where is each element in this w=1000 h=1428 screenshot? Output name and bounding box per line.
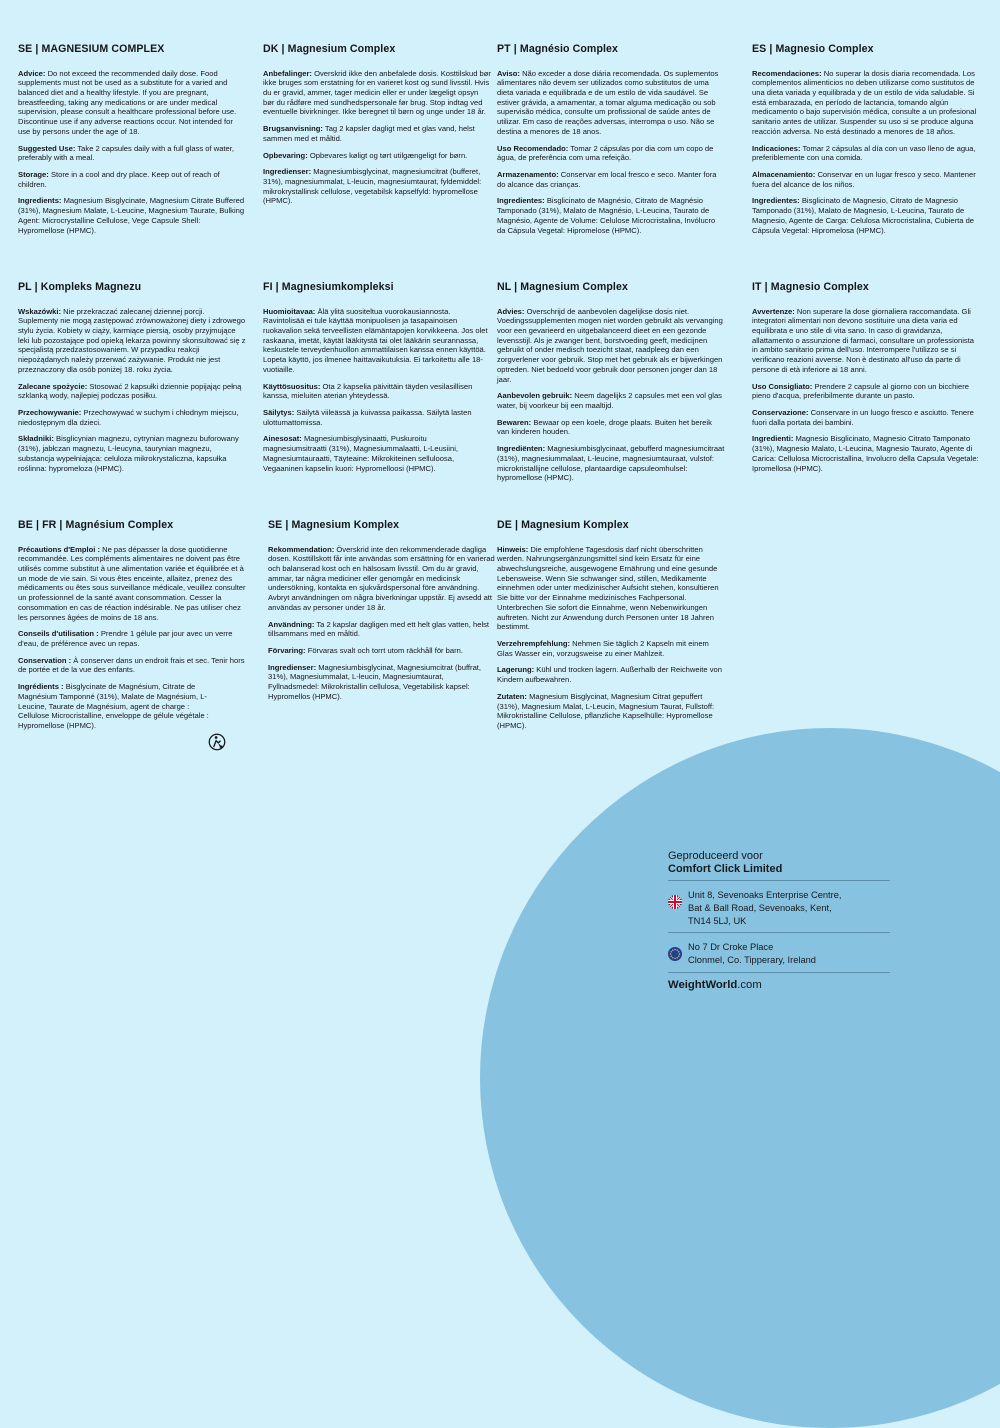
panel-title: SE | MAGNESIUM COMPLEX	[18, 43, 165, 55]
panel-de	[497, 519, 725, 738]
divider	[668, 932, 890, 933]
storage-section: Opbevaring: Opbevares køligt og tørt utilgængeligt for børn.	[263, 150, 468, 160]
usage-section: Indicaciones: Tomar 2 cápsulas al día con un vaso lleno de agua, preferiblemente con una comida.	[752, 143, 976, 163]
advice-section: Hinweis: Die empfohlene Tagesdosis darf nicht überschritten werden. Nahrungsergänzungsmittel sind kein Ersatz für eine abwechslungsreiche, ausgewogene Ernährung und eine gesunde Lebensweise. Wenn Sie schwanger sind, stillen, Medikamente einnehmen oder unter medizinischer Aufsicht stehen, konsultieren Sie bitte vor der Einnahme medizinisches Fachpersonal. Unterbrechen Sie sofort die Einnahme, wenn Nebenwirkungen auftreten. Nicht zur Anwendung durch Personen unter 18 Jahren bestimmt.	[497, 544, 719, 632]
advice-section: Advice: Do not exceed the recommended daily dose. Food supplements must not be used as a substitute for a varied and balanced diet and a healthy lifestyle. If you are pregnant, breastfeeding, taking any medications or are under medical supervision, please consult a healthcare professional before use. Discontinue use if any adverse reactions occur. Not intended for use by persons under the age of 18.	[18, 68, 237, 136]
storage-section: Conservation : À conserver dans un endroit frais et sec. Tenir hors de portée et de la vue des enfants.	[18, 655, 245, 675]
usage-section: Conseils d'utilisation : Prendre 1 gélule par jour avec un verre d'eau, de préférence avec un repas.	[18, 629, 233, 649]
advice-section: Aviso: Não exceder a dose diária recomendada. Os suplementos alimentares não devem ser utilizados como substitutos de uma dieta variada e equilibrada e de um estilo de vida saudável. Se estiver grávida, a amamentar, a tomar alguma medicação ou sob supervisão médica, consulte um profissional de saúde antes de utilizar. Em caso de reações adversas, interrompa o uso. Não se destina a menores de 18 anos.	[497, 68, 719, 136]
panel-title: PT | Magnésio Complex	[497, 43, 619, 55]
eu-flag-icon	[668, 947, 682, 961]
usage-section: Uso Recomendado: Tomar 2 cápsulas por dia com um copo de água, de preferência com uma refeição.	[497, 143, 714, 163]
panel-nl	[497, 281, 725, 490]
storage-section: Säilytys: Säilytä viileässä ja kuivassa paikassa. Säilytä lasten ulottumattomissa.	[263, 408, 472, 427]
storage-section: Storage: Store in a cool and dry place. Keep out of reach of children.	[18, 170, 220, 189]
panel-it	[752, 281, 980, 480]
panel-title: BE | FR | Magnésium Complex	[18, 519, 174, 531]
advice-section: Recomendaciones: No superar la dosis diaria recomendada. Los complementos alimenticios no deben utilizarse como sustitutos de una dieta variada y equilibrada y de un estilo de vida saludable. Si está embarazada, en período de lactancia, tomando algún medicamento o bajo supervisión médica, consulte a un profesional sanitario antes de utilizar. Suspender su uso si se produce alguna reacción adversa. No está destinado a menores de 18 años.	[752, 68, 977, 136]
advice-section: Huomioitavaa: Älä ylitä suositeltua vuorokausiannosta. Ravintolisää ei tule käyttää monipuolisen ja tasapainoisen ruokavalion sekä terveellisten elämäntapojen korvikkeena. Jos olet raskaana, imetät, käytät lääkitystä tai olet lääkärin seurannassa, keskustele terveydenhuollon ammattilaisen kanssa ennen käyttöä. Lopeta käyttö, jos ilmenee haittavaikutuksia. Ei tarkoitettu alle 18-vuotiaille.	[263, 306, 488, 374]
address-line: Clonmel, Co. Tipperary, Ireland	[688, 955, 816, 966]
panel-es	[752, 43, 980, 242]
panel-title: DK | Magnesium Complex	[263, 43, 396, 55]
ingredients-section: Ingredientes: Bisglicinato de Magnesio, Citrato de Magnesio Tamponado (31%), Malato de Magnesio, L-Leucina, Taurato de Magnesio, Agente de Carga: Celulosa Microcristalina, Cubierta de Cápsula Vegetal: Hipromelosa (HPMC).	[752, 196, 975, 235]
storage-section: Conservazione: Conservare in un luogo fresco e asciutto. Tenere fuori dalla portata dei bambini.	[752, 408, 974, 427]
ingredients-section: Ingredients: Magnesium Bisglycinate, Magnesium Citrate Buffered (31%), Magnesium Malate, L-Leucine, Magnesium Taurate, Bulking Agent: Microcrystalline Cellulose, Vege Capsule Shell: Hypromellose (HPMC).	[18, 196, 245, 235]
panel-be-fr	[18, 519, 246, 738]
panel-title: SE | Magnesium Komplex	[268, 519, 400, 531]
address-line: Bat & Ball Road, Sevenoaks, Kent,	[688, 902, 832, 913]
uk-address	[668, 889, 898, 927]
recycle-person-icon	[208, 733, 226, 751]
address-line: Unit 8, Sevenoaks Enterprise Centre,	[688, 890, 842, 900]
usage-section: Zalecane spożycie: Stosować 2 kapsułki dziennie popijając pełną szklanką wody, najlepiej podczas posiłku.	[18, 381, 242, 401]
storage-section: Bewaren: Bewaar op een koele, droge plaats. Buiten het bereik van kinderen houden.	[497, 417, 712, 437]
usage-section: Suggested Use: Take 2 capsules daily with a full glass of water, preferably with a meal.	[18, 143, 234, 163]
manufacturer-info	[668, 850, 898, 991]
address-line: No 7 Dr Croke Place	[688, 942, 774, 953]
advice-section: Précautions d'Emploi : Ne pas dépasser la dose quotidienne recommandée. Les compléments alimentaires ne doivent pas être utilisés comme substitut à une alimentation variée et équilibrée et à un mode de vie sain. Si vous êtes enceinte, allaitez, prenez des médicaments ou êtes sous surveillance médicale, veuillez consulter un professionnel de la santé avant consommation. Cesser la consommation en cas de réaction indésirable. Ne pas utiliser chez les personnes âgées de moins de 18 ans.	[18, 544, 246, 622]
divider	[668, 880, 890, 881]
uk-flag-icon	[668, 895, 682, 909]
usage-section: Brugsanvisning: Tag 2 kapsler dagligt med et glas vand, helst sammen med et måltid.	[263, 124, 475, 143]
panel-title: NL | Magnesium Complex	[497, 281, 628, 293]
company-name: Comfort Click Limited	[668, 863, 783, 875]
ie-address	[668, 941, 898, 967]
storage-section: Förvaring: Förvaras svalt och torrt utom räckhåll för barn.	[268, 646, 463, 656]
advice-section: Avvertenze: Non superare la dose giornaliera raccomandata. Gli integratori alimentari non devono sostituire una dieta varia ed equilibrata e uno stile di vita sano. In caso di gravidanza, allattamento o assunzione di farmaci, consultare un professionista in ambito sanitario prima dell'uso. Interrompere l'utilizzo se si verificano reazioni avverse. Non è destinato all'uso da parte di persone di età inferiore ai 18 anni.	[752, 306, 975, 374]
ingredients-section: Zutaten: Magnesium Bisglycinat, Magnesium Citrat gepuffert (31%), Magnesium Malat, L-Leucin, Magnesium Taurat, Fullstoff: Mikrokristalline Cellulose, pflanzliche Kapselhülle: Hypromellose (HPMC).	[497, 691, 715, 731]
ingredients-section: Ingredienser: Magnesiumbisglycinat, Magnesiumcitrat (buffrat, 31%), Magnesiummalat, L-leucin, Magnesiumtaurat, Fyllnadsmedel: Mikrokristallin cellulosa, Vegetabilisk kapsel: Hypromellos (HPMC).	[268, 662, 482, 701]
panel-dk	[263, 43, 491, 213]
panel-pt	[497, 43, 725, 242]
address-line: TN14 5LJ, UK	[688, 915, 747, 926]
usage-section: Käyttösuositus: Ota 2 kapselia päivittäin täyden vesilasillisen kanssa, mieluiten aterian yhteydessä.	[263, 381, 473, 401]
panel-title: IT | Magnesio Complex	[752, 281, 869, 293]
usage-section: Aanbevolen gebruik: Neem dagelijks 2 capsules met een vol glas water, bij voorkeur bij een maaltijd.	[497, 391, 722, 411]
ingredients-section: Ingredienser: Magnesiumbisglycinat, magnesiumcitrat (bufferet, 31%), magnesiummalat, L-leucin, magnesiumtaurat, fyldemiddel: mikrokrystallinsk cellulose, vegetabilsk kapselfyld: hypromellose (HPMC).	[263, 167, 482, 206]
panel-title: ES | Magnesio Complex	[752, 43, 874, 55]
storage-section: Armazenamento: Conservar em local fresco e seco. Manter fora do alcance das crianças.	[497, 170, 717, 189]
panel-se-en	[18, 43, 246, 242]
storage-section: Almacenamiento: Conservar en un lugar fresco y seco. Mantener fuera del alcance de los niños.	[752, 170, 976, 189]
ingredients-section: Ingredienti: Magnesio Bisglicinato, Magnesio Citrato Tamponato (31%), Magnesio Malato, L-Leucina, Magnesio Taurato, Agente di Carica: Cellulosa Microcristallina, Involucro della Capsula Vegetale: Ipromellosa (HPMC).	[752, 434, 979, 473]
panel-se-sv	[268, 519, 496, 709]
divider	[668, 972, 890, 973]
ingredients-section: Ingrédients : Bisglycinate de Magnésium, Citrate de Magnésium Tamponné (31%), Malate de Magnésium, L-Leucine, Taurate de Magnésium, agent de charge : Cellulose Microcristalline, enveloppe de gélule végétale : Hypromellose (HPMC).	[18, 682, 209, 731]
panel-title: FI | Magnesiumkompleksi	[263, 281, 394, 293]
advice-section: Advies: Overschrijd de aanbevolen dagelijkse dosis niet. Voedingssupplementen mogen niet worden gebruikt als vervanging voor een gevarieerd en uitgebalanceerd dieet en een gezonde levensstijl. Als je zwanger bent, borstvoeding geeft, medicijnen gebruikt of onder medisch toezicht staat, raadpleeg dan een zorgverlener voor gebruik. Stop met het gebruik als er bijwerkingen optreden. Niet bedoeld voor gebruik door personen jonger dan 18 jaar.	[497, 306, 723, 384]
storage-section: Przechowywanie: Przechowywać w suchym i chłodnym miejscu, niedostępnym dla dzieci.	[18, 408, 239, 427]
usage-section: Verzehrempfehlung: Nehmen Sie täglich 2 Kapseln mit einem Glas Wasser ein, vorzugsweise zu einer Mahlzeit.	[497, 639, 709, 658]
advice-section: Rekommendation: Överskrid inte den rekommenderade dagliga dosen. Kosttillskott får inte användas som ersättning för en varierad och balanserad kost och en hälsosam livsstil. Om du är gravid, ammar, tar några mediciner eller genomgår en medicinsk undersökning, kontakta en sjukvårdspersonal före användning. Avbryt användningen om några biverkningar uppstår. Ej avsedd att användas av personer under 18 år.	[268, 544, 495, 612]
ingredients-section: Składniki: Bisglicynian magnezu, cytrynian magnezu buforowany (31%), jabłczan magnezu, L-leucyna, taurynian magnezu, substancja wypełniająca: celuloza mikrokrystaliczna, kapsułka roślinna: hypromeloza (HPMC).	[18, 434, 239, 473]
storage-section: Lagerung: Kühl und trocken lagern. Außerhalb der Reichweite von Kindern aufbewahren.	[497, 665, 722, 685]
usage-section: Uso Consigliato: Prendere 2 capsule al giorno con un bicchiere pieno d'acqua, preferibilmente durante un pasto.	[752, 381, 969, 401]
usage-section: Användning: Ta 2 kapslar dagligen med ett helt glas vatten, helst tillsammans med en måltid.	[268, 619, 490, 639]
panel-title: DE | Magnesium Komplex	[497, 519, 629, 531]
advice-section: Wskazówki: Nie przekraczać zalecanej dziennej porcji. Suplementy nie mogą zastępować zrównoważonej diety i zdrowego stylu życia. Kobiety w ciąży, karmiące piersią, osoby przyjmujące leki lub pozostające pod opieką lekarza powinny skonsultować się z specjalistą przedzastosowaniem. W przypadku reakcji niepożądanych należy przerwać zażywanie. Produkt nie jest przeznaczony dla osób poniżej 18. roku życia.	[18, 306, 246, 374]
decorative-circle	[480, 728, 1000, 1428]
produced-for-label: Geproduceerd voor	[668, 850, 763, 862]
ingredients-section: Ainesosat: Magnesiumbisglysinaatti, Puskuroitu magnesiumsitraatti (31%), Magnesiummalaatti, L-Leusiini, Magnesiumtauraatti, Täyteaine: Mikrokiteinen selluloosa, Vegaaninen kapselin kuori: Hypromelloosi (HPMC).	[263, 434, 458, 473]
panel-pl	[18, 281, 246, 480]
website: WeightWorld.com	[668, 979, 762, 992]
ingredients-section: Ingrediënten: Magnesiumbisglycinaat, gebufferd magnesiumcitraat (31%), magnesiummalaat, L-leucine, magnesiumtauraat, vulstof: microkristallijne cellulose, plantaardige capsuleomhulsel: hypromellose (HPMC).	[497, 444, 725, 483]
panel-fi	[263, 281, 491, 480]
ingredients-section: Ingredientes: Bisglicinato de Magnésio, Citrato de Magnésio Tamponado (31%), Malato de Magnésio, L-Leucina, Taurato de Magnésio, Agente de Volume: Celulose Microcristalina, Invólucro da Cápsula Vegetal: Hipromelose (HPMC).	[497, 196, 716, 235]
advice-section: Anbefalinger: Overskrid ikke den anbefalede dosis. Kosttilskud bør ikke bruges som erstatning for en varieret kost og sund livsstil. Hvis du er gravid, ammer, tager medicin eller er under lægeligt opsyn bør du rådføre med sundhedspersonale før brug. Stop indtag ved eventuelle bivirkninger. Ikke beregnet til børn og unge under 18 år.	[263, 68, 491, 117]
panel-title: PL | Kompleks Magnezu	[18, 281, 142, 293]
